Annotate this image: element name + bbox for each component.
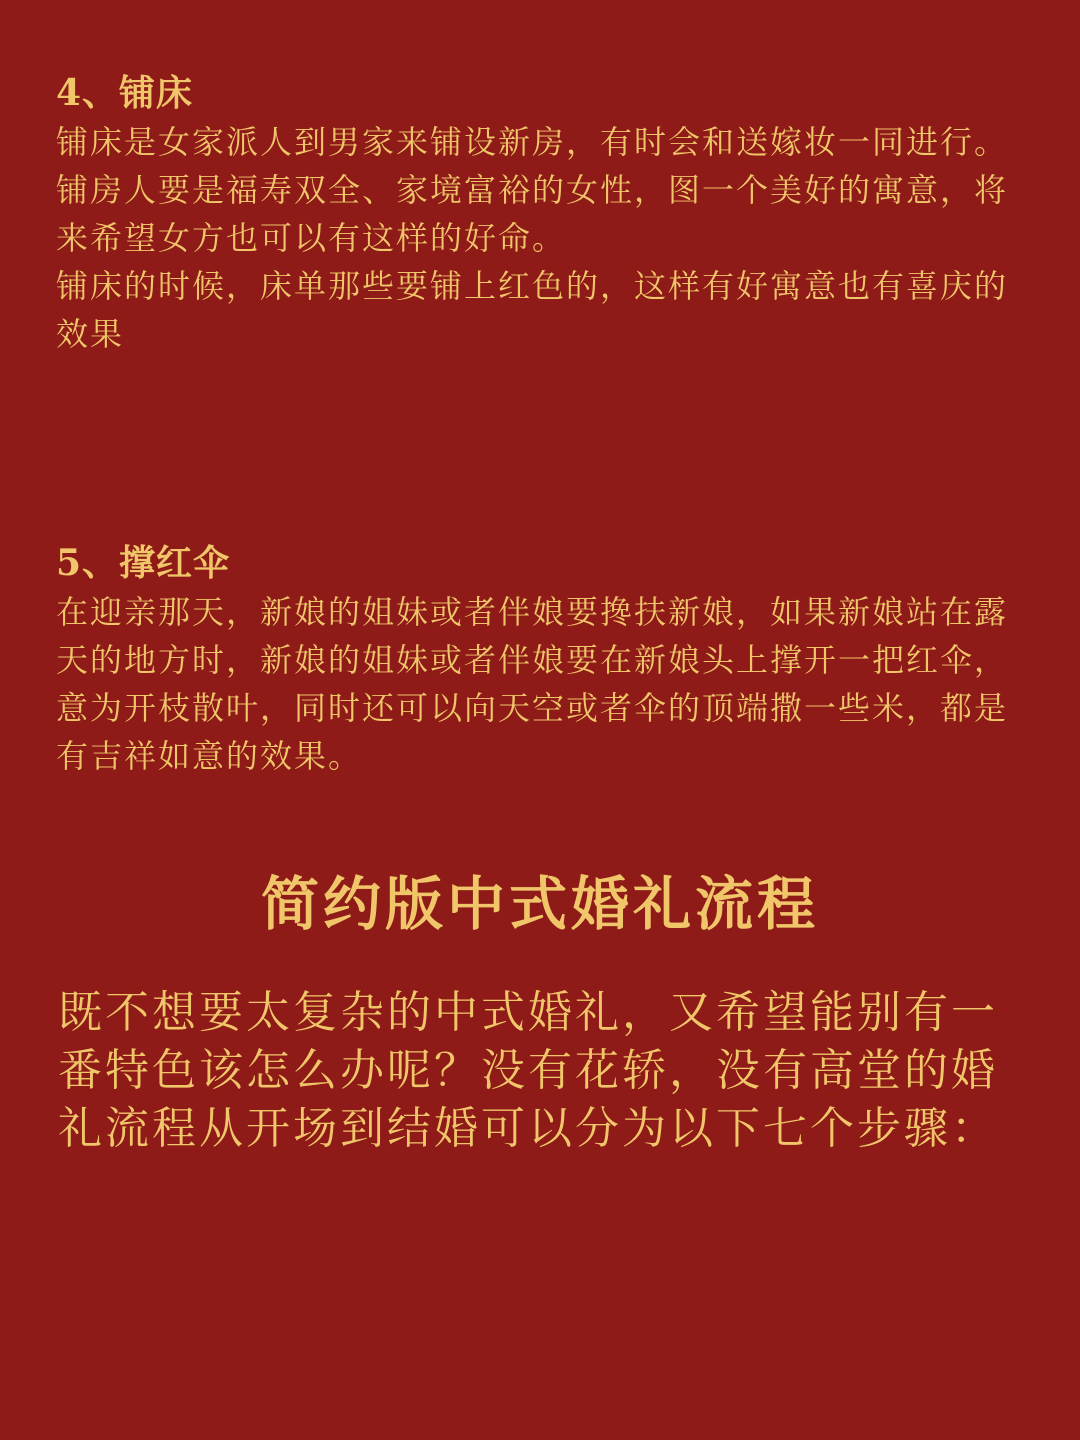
- section-bed-making: [56, 68, 1028, 358]
- paragraph: 在迎亲那天，新娘的姐妹或者伴娘要搀扶新娘，如果新娘站在露天的地方时，新娘的姐妹或者伴娘要在新娘头上撑开一把红伞，意为开枝散叶，同时还可以向天空或者伞的顶端撒一些米，都是有吉祥如意的效果。: [56, 593, 1009, 775]
- intro-paragraph: 既不想要太复杂的中式婚礼，又希望能别有一番特色该怎么办呢？没有花轿，没有高堂的婚礼流程从开场到结婚可以分为以下七个步骤：: [58, 987, 998, 1154]
- section-heading: 5、撑红伞: [56, 542, 231, 584]
- paragraph: 铺床的时候，床单那些要铺上红色的，这样有好寓意也有喜庆的效果: [56, 267, 1009, 353]
- paragraph: 铺床是女家派人到男家来铺设新房，有时会和送嫁妆一同进行。铺房人要是福寿双全、家境富裕的女性，图一个美好的寓意，将来希望女方也可以有这样的好命。: [56, 123, 1009, 257]
- section-red-umbrella: [56, 538, 1028, 780]
- section-heading: 4、铺床: [56, 72, 194, 114]
- main-title: 简约版中式婚礼流程: [260, 870, 819, 938]
